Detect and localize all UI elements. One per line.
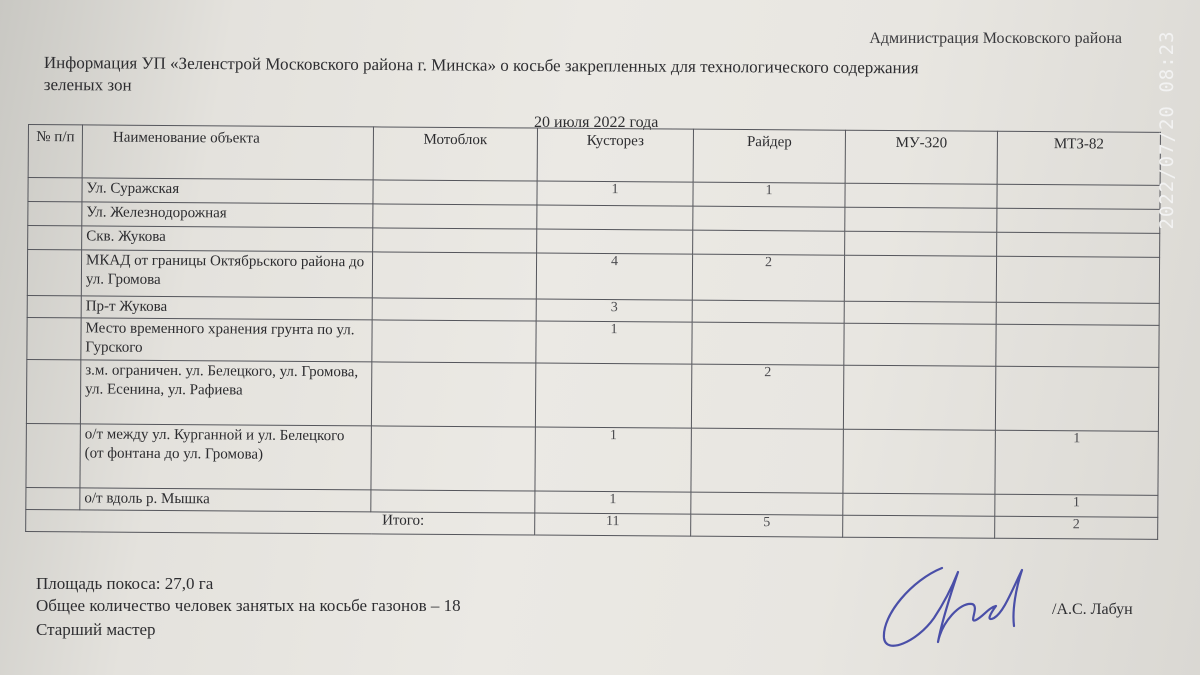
mu320-value — [844, 323, 996, 366]
object-name: Скв. Жукова — [82, 226, 373, 252]
document-heading — [44, 52, 1124, 103]
total-raider-value: 5 — [691, 514, 843, 537]
position-title: Старший мастер — [36, 620, 156, 639]
col-header-motoblok: Мотоблок — [373, 127, 537, 181]
col-header-kustorez: Кусторез — [537, 128, 693, 182]
mu320-value — [843, 493, 995, 516]
raider-value — [691, 492, 843, 515]
mtz82-value — [996, 302, 1159, 325]
administration-label: Администрация Московского района — [869, 30, 1122, 47]
total-mu320-value — [843, 515, 995, 538]
total-mtz82-value: 2 — [995, 516, 1158, 539]
report-date: 20 июля 2022 года — [534, 114, 659, 131]
row-number — [26, 359, 80, 423]
mtz82-value — [996, 324, 1159, 367]
mtz82-value — [997, 184, 1160, 209]
total-kustorez-value: 11 — [535, 513, 691, 536]
mu320-value — [843, 429, 995, 494]
kustorez-value: 4 — [536, 253, 692, 300]
kustorez-value: 1 — [535, 427, 691, 492]
object-name: Место временного хранения грунта по ул. Гурского — [81, 318, 372, 362]
object-name: з.м. ограничен. ул. Белецкого, ул. Громова, ул. Есенина, ул. Рафиева — [80, 360, 371, 426]
row-number — [26, 423, 80, 487]
motoblok-value — [371, 490, 535, 513]
mu320-value — [845, 207, 997, 232]
row-number — [27, 295, 81, 317]
object-name: Ул. Суражская — [82, 178, 373, 204]
raider-value — [692, 322, 844, 365]
object-name: о/т между ул. Курганной и ул. Белецкого (от фонтана до ул. Громова) — [80, 424, 371, 490]
row-number — [28, 226, 82, 250]
mtz82-value: 1 — [995, 494, 1158, 517]
motoblok-value — [372, 298, 536, 321]
object-name: Ул. Железнодорожная — [82, 202, 373, 228]
table-header-row — [28, 125, 1160, 186]
mu320-value — [845, 183, 997, 208]
raider-value — [693, 206, 845, 231]
row-number — [27, 317, 81, 359]
kustorez-value — [535, 363, 691, 428]
col-header-raider: Райдер — [693, 129, 845, 183]
heading-line-1: Информация УП «Зеленстрой Московского района г. Минска» о косьбе закрепленных для технологического содержания — [43, 52, 919, 78]
col-header-mu320: МУ-320 — [845, 130, 997, 184]
kustorez-value: 1 — [537, 181, 693, 206]
mowing-table-wrapper — [25, 124, 1161, 540]
mtz82-value — [997, 232, 1160, 257]
col-header-no: № п/п — [28, 125, 82, 178]
mtz82-value — [995, 366, 1158, 431]
kustorez-value: 1 — [536, 321, 692, 364]
handwritten-signature — [872, 560, 1042, 660]
motoblok-value — [373, 228, 537, 253]
motoblok-value — [372, 252, 536, 299]
row-number — [26, 487, 80, 509]
motoblok-value — [371, 426, 535, 491]
mu320-value — [843, 365, 995, 430]
raider-value: 2 — [692, 254, 844, 301]
mowing-table — [25, 124, 1161, 540]
raider-value: 1 — [693, 182, 845, 207]
heading-line-2: зеленых зон — [43, 74, 132, 95]
raider-value — [691, 428, 843, 493]
raider-value — [693, 230, 845, 255]
motoblok-value — [371, 362, 535, 427]
object-name: о/т вдоль р. Мышка — [80, 488, 371, 512]
object-name: МКАД от границы Октябрьского района до ул. Громова — [81, 250, 372, 298]
mowed-area: Площадь покоса: 27,0 га — [36, 574, 214, 593]
camera-timestamp-text: 2022/07/20 08:23 — [1156, 30, 1178, 230]
table-row — [26, 423, 1158, 495]
raider-value: 2 — [691, 364, 843, 429]
row-number — [28, 178, 82, 202]
kustorez-value — [537, 205, 693, 230]
row-number — [28, 202, 82, 226]
table-row — [26, 359, 1158, 431]
mu320-value — [844, 255, 996, 302]
raider-value — [692, 300, 844, 323]
total-label: Итого: — [26, 509, 535, 535]
motoblok-value — [372, 320, 536, 363]
mtz82-value: 1 — [995, 430, 1158, 495]
mu320-value — [845, 231, 997, 256]
mtz82-value — [996, 256, 1159, 303]
people-count: Общее количество человек занятых на косьбе газонов – 18 — [36, 596, 461, 615]
kustorez-value: 1 — [535, 491, 691, 514]
table-body — [26, 178, 1160, 540]
col-header-mtz82: МТЗ-82 — [997, 131, 1160, 185]
kustorez-value: 3 — [536, 299, 692, 322]
camera-timestamp — [1140, 20, 1194, 240]
mu320-value — [844, 301, 996, 324]
object-name: Пр-т Жукова — [81, 296, 372, 320]
motoblok-value — [373, 204, 537, 229]
table-row — [27, 250, 1159, 304]
col-header-name: Наименование объекта — [82, 125, 373, 180]
mtz82-value — [997, 208, 1160, 233]
row-number — [27, 250, 81, 296]
signer-name: /А.С. Лабун — [1052, 601, 1133, 618]
kustorez-value — [537, 229, 693, 254]
motoblok-value — [373, 180, 537, 205]
